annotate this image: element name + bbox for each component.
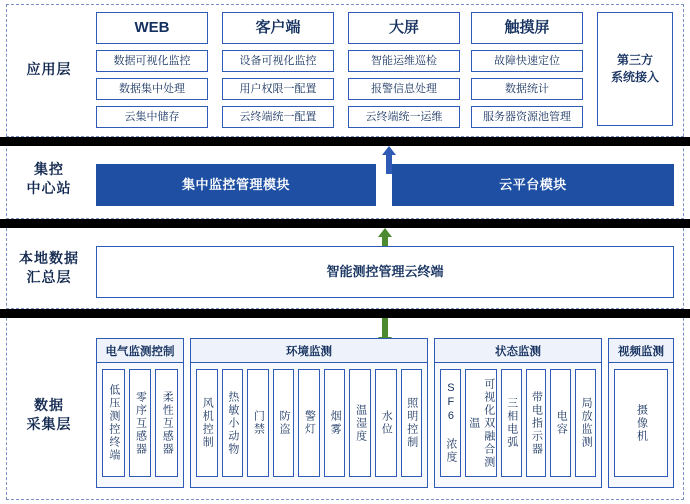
app-item-client-3[interactable]: 云终端统一配置 — [222, 106, 334, 128]
layer-label-collection-line2: 采集层 — [26, 416, 72, 432]
app-column-client-title[interactable]: 客户端 — [222, 12, 334, 44]
collection-group-electrical — [96, 338, 184, 488]
app-column-web-title[interactable]: WEB — [96, 12, 208, 44]
separator-bar-3 — [0, 309, 690, 318]
layer-label-local-data — [10, 249, 88, 287]
sensor-low-voltage-terminal[interactable]: 低压测控终端 — [102, 369, 125, 477]
sensor-visual-dual-fusion-temperature[interactable]: 可视化双融合测温 — [465, 369, 497, 477]
sensor-live-indicator[interactable]: 带电指示器 — [526, 369, 547, 477]
sensor-three-phase-arc[interactable]: 三相电弧 — [501, 369, 522, 477]
collection-group-environment-body — [191, 363, 427, 483]
local-data-module[interactable]: 智能测控管理云终端 — [96, 246, 674, 298]
app-item-bigscreen-2[interactable]: 报警信息处理 — [348, 78, 460, 100]
sensor-smoke[interactable]: 烟雾 — [324, 369, 346, 477]
sensor-access-control[interactable]: 门禁 — [247, 369, 269, 477]
layer-label-collection-line1: 数据 — [34, 397, 64, 413]
app-item-web-3[interactable]: 云集中储存 — [96, 106, 208, 128]
app-column-client — [222, 12, 334, 134]
app-column-touchscreen-title[interactable]: 触摸屏 — [471, 12, 583, 44]
app-item-bigscreen-1[interactable]: 智能运维巡检 — [348, 50, 460, 72]
control-center-module-monitoring[interactable]: 集中监控管理模块 — [96, 164, 376, 206]
separator-bar-1 — [0, 137, 690, 146]
third-party-integration-box[interactable] — [597, 12, 673, 126]
collection-group-video — [608, 338, 674, 488]
sensor-partial-discharge[interactable]: 局放监测 — [575, 369, 596, 477]
collection-group-status-body — [435, 363, 601, 483]
app-item-client-2[interactable]: 用户权限一配置 — [222, 78, 334, 100]
collection-group-status-title: 状态监测 — [435, 339, 601, 363]
sensor-flexible-transformer[interactable]: 柔性互感器 — [155, 369, 178, 477]
sensor-fan-control[interactable]: 风机控制 — [196, 369, 218, 477]
collection-group-environment — [190, 338, 428, 488]
app-column-web — [96, 12, 208, 134]
app-item-touchscreen-1[interactable]: 故障快速定位 — [471, 50, 583, 72]
sensor-zero-sequence-transformer[interactable]: 零序互感器 — [129, 369, 152, 477]
app-item-client-1[interactable]: 设备可视化监控 — [222, 50, 334, 72]
layer-label-collection — [10, 396, 88, 434]
layer-label-control-center-line2: 中心站 — [26, 180, 72, 196]
collection-group-electrical-body — [97, 363, 183, 483]
third-party-line2: 系统接入 — [610, 70, 659, 84]
third-party-line1: 第三方 — [616, 53, 653, 67]
control-center-module-cloud[interactable]: 云平台模块 — [392, 164, 674, 206]
app-item-web-1[interactable]: 数据可视化监控 — [96, 50, 208, 72]
collection-group-electrical-title: 电气监测控制 — [97, 339, 183, 363]
sensor-sf6-concentration[interactable]: SF6 浓度 — [440, 369, 461, 477]
app-item-touchscreen-2[interactable]: 数据统计 — [471, 78, 583, 100]
sensor-water-level[interactable]: 水位 — [375, 369, 397, 477]
layer-label-application: 应用层 — [26, 61, 72, 77]
layer-label-local-data-line1: 本地数据 — [19, 250, 79, 266]
layer-label-control-center — [10, 160, 88, 198]
app-item-bigscreen-3[interactable]: 云终端统一运维 — [348, 106, 460, 128]
collection-group-status — [434, 338, 602, 488]
app-column-bigscreen — [348, 12, 460, 134]
app-column-bigscreen-title[interactable]: 大屏 — [348, 12, 460, 44]
sensor-capacitor[interactable]: 电容 — [550, 369, 571, 477]
app-column-touchscreen — [471, 12, 583, 134]
collection-group-video-body — [609, 363, 673, 483]
layer-label-control-center-line1: 集控 — [34, 161, 64, 177]
sensor-temperature-humidity[interactable]: 温湿度 — [349, 369, 371, 477]
collection-group-video-title: 视频监测 — [609, 339, 673, 363]
sensor-alarm-light[interactable]: 警灯 — [298, 369, 320, 477]
collection-group-environment-title: 环境监测 — [191, 339, 427, 363]
separator-bar-2 — [0, 219, 690, 228]
sensor-thermal-small-animal[interactable]: 热敏小动物 — [222, 369, 244, 477]
app-item-touchscreen-3[interactable]: 服务器资源池管理 — [471, 106, 583, 128]
sensor-camera[interactable]: 摄像机 — [614, 369, 668, 477]
app-item-web-2[interactable]: 数据集中处理 — [96, 78, 208, 100]
sensor-anti-theft[interactable]: 防盗 — [273, 369, 295, 477]
sensor-lighting-control[interactable]: 照明控制 — [401, 369, 423, 477]
layer-label-local-data-line2: 汇总层 — [26, 269, 72, 285]
